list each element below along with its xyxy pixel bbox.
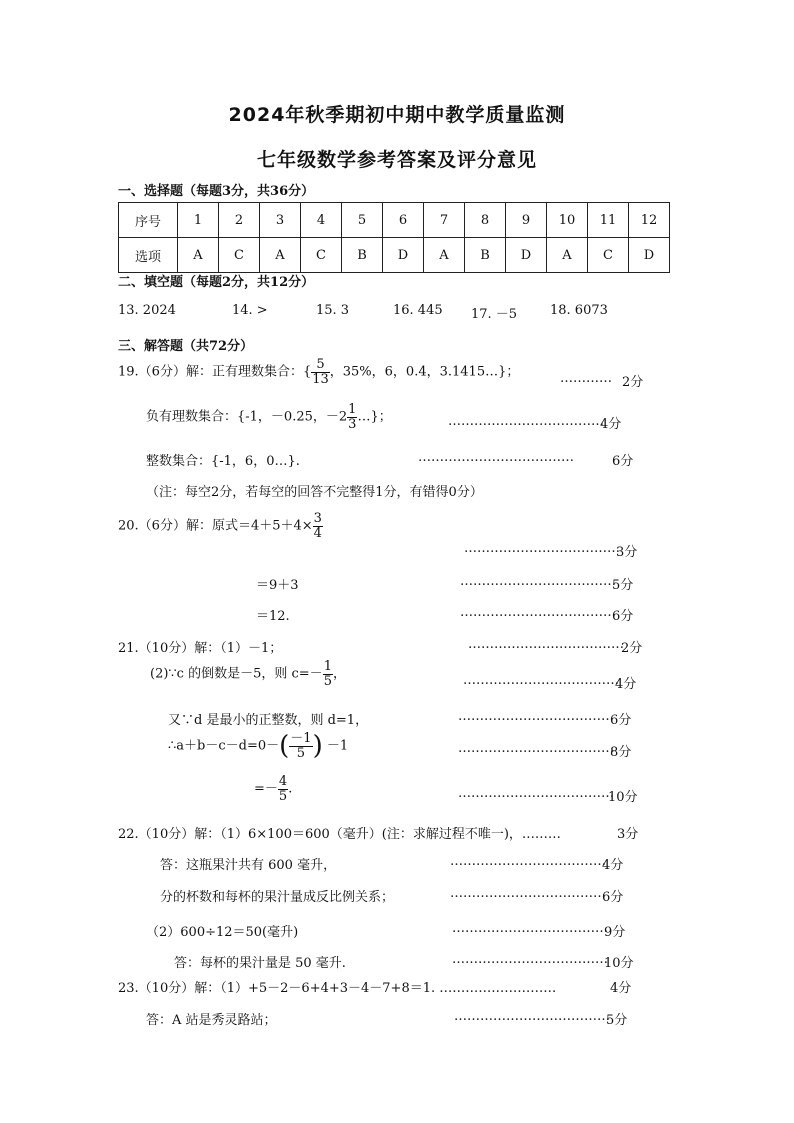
- fraction: $\frac{1}{5}$: [323, 659, 332, 689]
- fraction: $\frac{5}{13}$: [312, 357, 329, 387]
- score: 2分: [621, 641, 643, 656]
- table-cell-answer: C: [219, 238, 260, 273]
- table-cell-number: 5: [342, 203, 383, 238]
- answer-table: [118, 202, 670, 273]
- table-header-label: 序号: [119, 203, 178, 238]
- score: 10分: [604, 956, 634, 971]
- score-leader: ………………………………: [458, 741, 614, 756]
- section-solve-heading: 三、解答题（共72分）: [118, 339, 254, 354]
- score: 6分: [602, 890, 624, 905]
- score: 4分: [615, 677, 637, 692]
- table-cell-number: 2: [219, 203, 260, 238]
- score: 6分: [612, 609, 634, 624]
- score-leader: ………………………………: [458, 786, 614, 801]
- score: 4分: [600, 417, 622, 432]
- q23-line1: 23.（10分）解：（1）+5－2－6+4+3－4－7+8＝1. ………………………: [118, 981, 557, 996]
- right-paren: ): [312, 731, 323, 762]
- score: 5分: [606, 1013, 628, 1028]
- score: 3分: [616, 545, 638, 560]
- fill-answer-18: 18. 6073: [550, 303, 608, 318]
- score: 6分: [612, 454, 634, 469]
- fill-answer-17: 17. －5: [471, 307, 518, 322]
- q19-integer-set: 整数集合：{-1，6，0…}.: [146, 454, 300, 469]
- q19-tail: ，35%，6，0.4̇，3.1415…}；: [329, 364, 520, 380]
- score-leader: ………………………………: [418, 450, 574, 465]
- score-leader: ………………………………: [450, 886, 606, 901]
- table-cell-answer: A: [260, 238, 301, 273]
- q22-line2: 答：这瓶果汁共有 600 毫升，: [160, 858, 337, 873]
- score-leader: ………………………………: [460, 605, 616, 620]
- q21-line1: 21.（10分）解：（1）－1；: [118, 641, 283, 656]
- fraction: $\frac{3}{4}$: [313, 511, 322, 541]
- q22-line3: 分的杯数和每杯的果汁量成反比例关系；: [160, 890, 395, 905]
- q21-line3: 又∵d 是最小的正整数，则 d=1，: [168, 713, 369, 728]
- fill-answer-14: 14. >: [232, 303, 268, 318]
- score: 6分: [610, 713, 632, 728]
- q19-note: （注：每空2分，若每空的回答不完整得1分，有错得0分）: [146, 485, 483, 500]
- table-cell-answer: C: [588, 238, 629, 273]
- table-cell-answer: D: [506, 238, 547, 273]
- table-cell-number: 4: [301, 203, 342, 238]
- q22-line1: 22.（10分）解：（1）6×100＝600（毫升）(注：求解过程不唯一)，………: [118, 827, 561, 842]
- table-cell-number: 1: [178, 203, 219, 238]
- q22-line5: 答：每杯的果汁量是 50 毫升.: [174, 956, 346, 971]
- table-cell-answer: C: [301, 238, 342, 273]
- score: 10分: [608, 790, 638, 805]
- fraction: $\frac{-1}{5}$: [290, 731, 312, 761]
- table-cell-number: 10: [547, 203, 588, 238]
- fill-answer-15: 15. 3: [316, 303, 350, 318]
- table-cell-answer: B: [342, 238, 383, 273]
- table-cell-answer: A: [424, 238, 465, 273]
- q21-line4: ∴a＋b－c－d=0－( $\frac{-1}{5}$ ) －1: [168, 731, 349, 762]
- table-cell-number: 8: [465, 203, 506, 238]
- q23-line2: 答：A 站是秀灵路站；: [146, 1013, 277, 1028]
- left-paren: (: [279, 731, 290, 762]
- table-cell-number: 6: [383, 203, 424, 238]
- q21-line2: (2)∵c 的倒数是－5，则 c=－ $\frac{1}{5}$ ，: [150, 659, 346, 689]
- table-cell-number: 11: [588, 203, 629, 238]
- score-leader: ………………………………: [460, 574, 616, 589]
- table-cell-answer: D: [629, 238, 670, 273]
- table-cell-answer: D: [383, 238, 424, 273]
- score: 4分: [602, 858, 624, 873]
- score-leader: ………………………………: [463, 673, 619, 688]
- score-leader: ………………………………: [464, 541, 620, 556]
- score: 8分: [610, 745, 632, 760]
- fill-answer-16: 16. 445: [393, 303, 443, 318]
- section-fill-heading: 二、填空题（每题2分，共12分）: [118, 275, 315, 290]
- q21-line5: =－ $\frac{4}{5}$ .: [254, 774, 293, 804]
- score-leader: ………………………………: [450, 854, 606, 869]
- table-cell-number: 9: [506, 203, 547, 238]
- table-answer-label: 选项: [119, 238, 178, 273]
- q19-head: 19.（6分）解：正有理数集合：{: [118, 364, 312, 380]
- fraction: $\frac{4}{5}$: [278, 774, 288, 804]
- table-cell-answer: B: [465, 238, 506, 273]
- q20-line2: ＝9＋3: [256, 578, 299, 593]
- table-row-answers: [119, 238, 670, 273]
- table-cell-answer: A: [547, 238, 588, 273]
- table-cell-number: 12: [629, 203, 670, 238]
- score: 5分: [612, 578, 634, 593]
- score: 2分: [622, 375, 644, 390]
- q22-line4: （2）600÷12＝50(毫升): [146, 925, 299, 940]
- score: 4分: [610, 981, 632, 996]
- section-choice-heading: 一、选择题（每题3分，共36分）: [118, 184, 315, 199]
- table-cell-answer: A: [178, 238, 219, 273]
- score-leader: ………………………………: [468, 637, 624, 652]
- score-leader: ………………………………: [452, 952, 608, 967]
- score-leader: ………………………………: [458, 709, 614, 724]
- q20-line1: 20.（6分）解：原式＝4＋5＋4× $\frac{3}{4}$: [118, 511, 322, 541]
- q19-positive-set: [118, 358, 519, 386]
- document-title: 2024年秋季期初中期中教学质量监测: [228, 104, 566, 126]
- table-cell-number: 7: [424, 203, 465, 238]
- table-cell-number: 3: [260, 203, 301, 238]
- q20-line3: ＝12.: [256, 609, 290, 624]
- score-leader: …………: [560, 371, 612, 386]
- score-leader: ………………………………: [454, 1009, 610, 1024]
- table-row-numbers: [119, 203, 670, 238]
- score-leader: ………………………………: [448, 414, 604, 429]
- fraction: $\frac{1}{3}$: [348, 402, 357, 432]
- q19-negative-set: 负有理数集合：{-1，－0.25，－2 $\frac{1}{3}$ …}；: [146, 402, 392, 432]
- score: 9分: [604, 925, 626, 940]
- fill-answer-13: 13. 2024: [118, 303, 176, 318]
- document-subtitle: 七年级数学参考答案及评分意见: [256, 149, 537, 171]
- score: 3分: [617, 827, 639, 842]
- score-leader: ………………………………: [452, 921, 608, 936]
